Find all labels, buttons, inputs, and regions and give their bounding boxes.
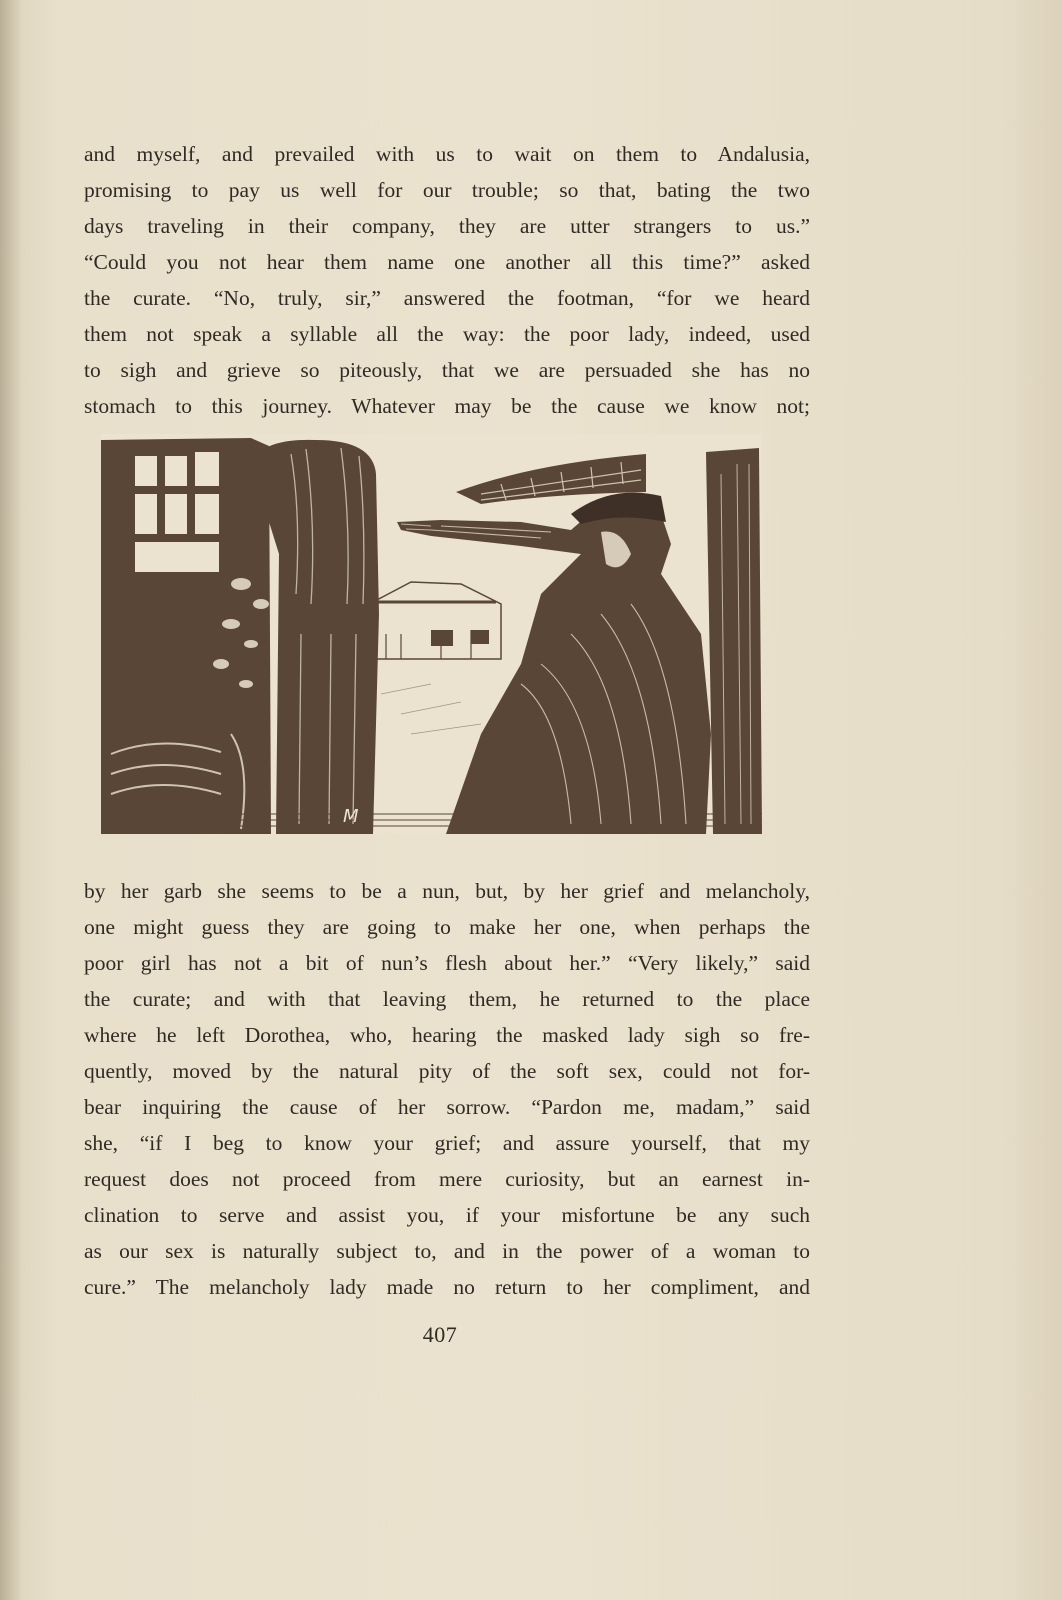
text-block-bottom: [84, 873, 810, 1305]
text-line: clination to serve and assist you, if your misfortune be any such: [84, 1203, 810, 1227]
text-line: and myself, and prevailed with us to wait on them to Andalusia,: [84, 142, 810, 166]
text-line: promising to pay us well for our trouble; so that, bating the two: [84, 178, 810, 202]
text-line: bear inquiring the cause of her sorrow. “Pardon me, madam,” said: [84, 1095, 810, 1119]
text-line: as our sex is naturally subject to, and in the power of a woman to: [84, 1239, 810, 1263]
text-line: by her garb she seems to be a nun, but, by her grief and melancholy,: [84, 879, 810, 903]
text-line: stomach to this journey. Whatever may be the cause we know not;: [84, 394, 810, 418]
text-line: the curate. “No, truly, sir,” answered the footman, “for we heard: [84, 286, 810, 310]
woodcut-illustration: [101, 434, 762, 834]
illustration-monogram: M: [343, 806, 359, 827]
page-number: 407: [422, 1322, 458, 1347]
text-line: “Could you not hear them name one another all this time?” asked: [84, 250, 810, 274]
text-line: request does not proceed from mere curiosity, but an earnest in-: [84, 1167, 810, 1191]
text-line: the curate; and with that leaving them, he returned to the place: [84, 987, 810, 1011]
text-line: to sigh and grieve so piteously, that we are persuaded she has no: [84, 358, 810, 382]
text-line: cure.” The melancholy lady made no return to her compliment, and: [84, 1275, 810, 1299]
text-line: she, “if I beg to know your grief; and assure yourself, that my: [84, 1131, 810, 1155]
text-line: poor girl has not a bit of nun’s flesh about her.” “Very likely,” said: [84, 951, 810, 975]
text-line: where he left Dorothea, who, hearing the masked lady sigh so fre-: [84, 1023, 810, 1047]
text-line: one might guess they are going to make her one, when perhaps the: [84, 915, 810, 939]
text-line: them not speak a syllable all the way: the poor lady, indeed, used: [84, 322, 810, 346]
gutter-shadow: [0, 0, 22, 1600]
text-block-top: [84, 136, 810, 424]
text-line: days traveling in their company, they are utter strangers to us.”: [84, 214, 810, 238]
text-line: quently, moved by the natural pity of the soft sex, could not for-: [84, 1059, 810, 1083]
